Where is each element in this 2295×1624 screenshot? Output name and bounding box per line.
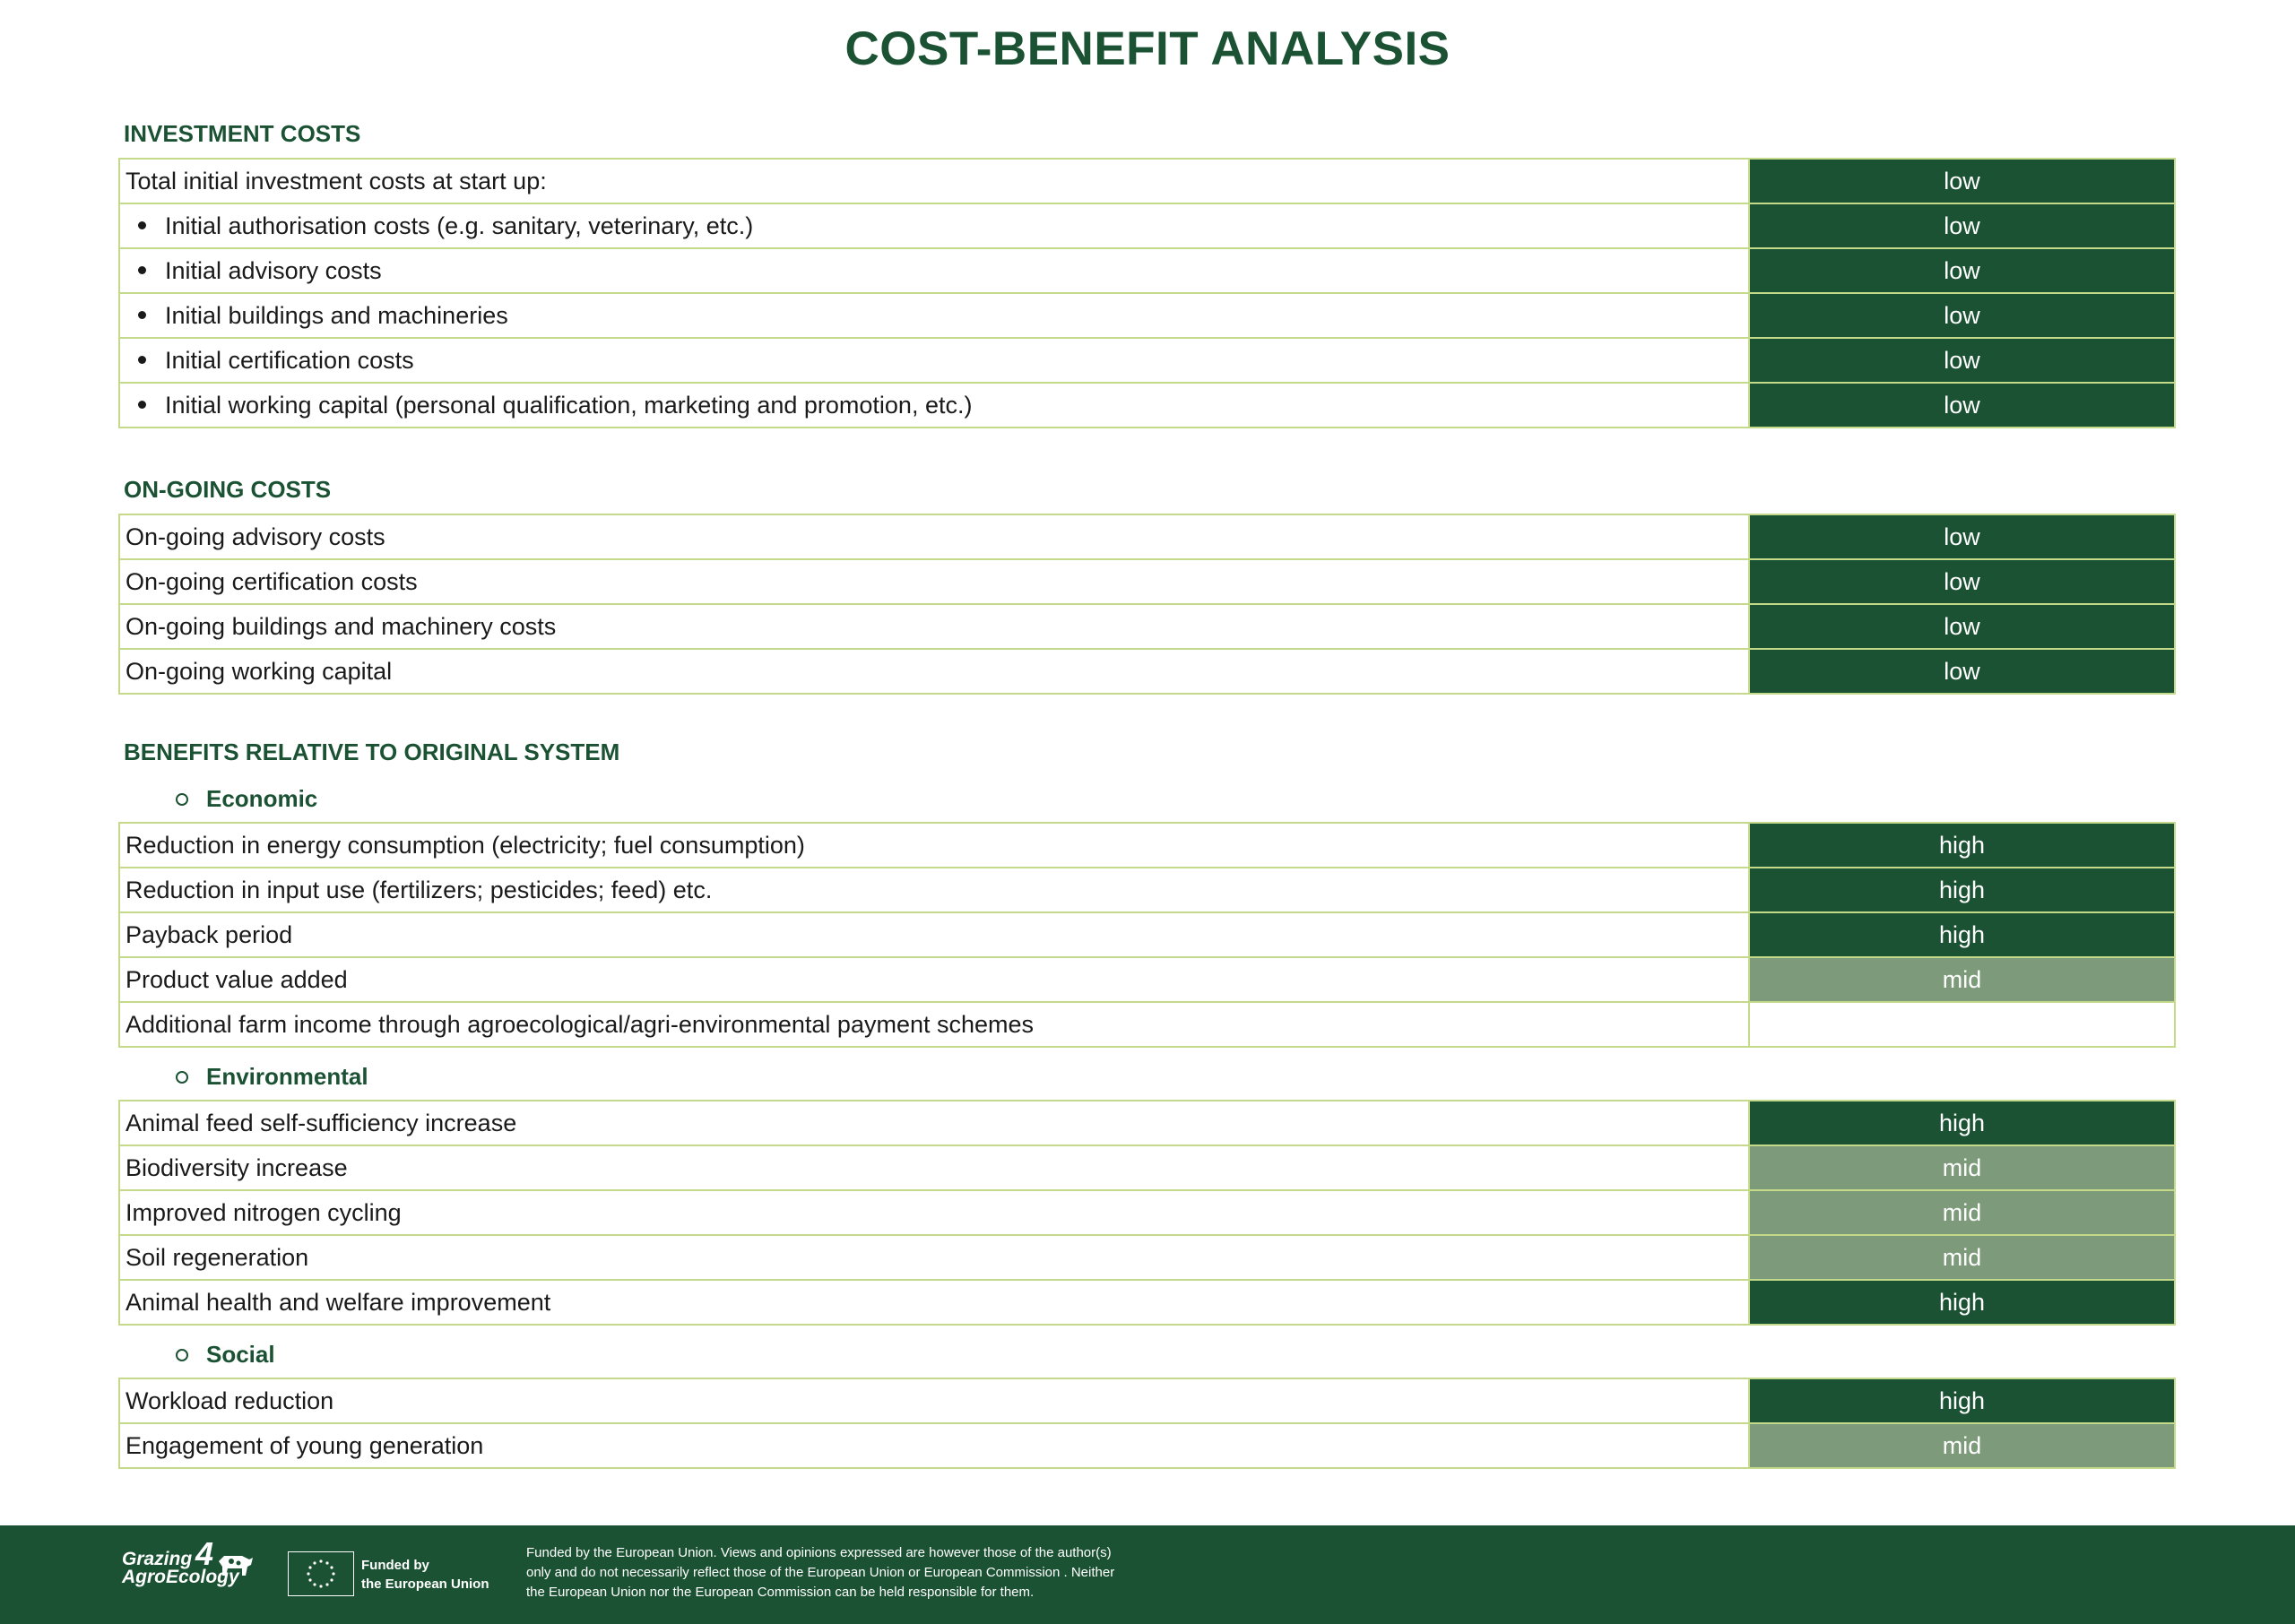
ongoing-costs-heading: ON-GOING COSTS: [124, 476, 332, 503]
rating-cell: not applicable/not known: [1749, 1002, 2175, 1047]
bullet-icon: [138, 311, 146, 319]
row-label: Initial certification costs: [165, 346, 414, 374]
rating-cell: low: [1749, 248, 2175, 293]
rating-cell: low: [1749, 649, 2175, 694]
table-row: [119, 604, 2175, 649]
cow-icon: [215, 1552, 255, 1579]
social-subheading-label: Social: [206, 1341, 275, 1368]
row-label: Total initial investment costs at start up:: [119, 159, 1749, 203]
circle-bullet-icon: [176, 1349, 188, 1361]
rating-cell: low: [1749, 293, 2175, 338]
disclaimer-line: only and do not necessarily reflect those of the European Union or European Commission . Neither: [526, 1565, 1115, 1580]
eu-line-2: the European Union: [361, 1576, 489, 1592]
rating-cell: low: [1749, 383, 2175, 428]
row-label: Soil regeneration: [119, 1235, 1749, 1280]
table-row: [119, 514, 2175, 559]
table-row: [119, 338, 2175, 383]
bullet-icon: [138, 401, 146, 409]
rating-cell: low: [1749, 203, 2175, 248]
table-row: [119, 1145, 2175, 1190]
eu-line-1: Funded by: [361, 1558, 429, 1573]
rating-cell: low: [1749, 604, 2175, 649]
footer: [0, 1525, 2295, 1624]
environmental-subheading-label: Environmental: [206, 1063, 368, 1090]
row-label-cell: [119, 338, 1749, 383]
rating-cell: mid: [1749, 1235, 2175, 1280]
rating-cell: high: [1749, 823, 2175, 868]
table-row: [119, 559, 2175, 604]
row-label-cell: [119, 203, 1749, 248]
row-label: Additional farm income through agroecological/agri-environmental payment schemes: [119, 1002, 1749, 1047]
rating-cell: high: [1749, 1280, 2175, 1325]
rating-cell: high: [1749, 868, 2175, 912]
row-label: Initial buildings and machineries: [165, 301, 508, 329]
row-label: Initial authorisation costs (e.g. sanitary, veterinary, etc.): [165, 212, 754, 239]
rating-cell: low: [1749, 338, 2175, 383]
environmental-benefits-table: [118, 1100, 2176, 1326]
disclaimer-line: Funded by the European Union. Views and opinions expressed are however those of the author(s): [526, 1545, 1112, 1560]
table-row: [119, 1378, 2175, 1423]
table-row: [119, 1423, 2175, 1468]
row-label: On-going working capital: [119, 649, 1749, 694]
table-row: [119, 203, 2175, 248]
row-label: Animal health and welfare improvement: [119, 1280, 1749, 1325]
row-label: Workload reduction: [119, 1378, 1749, 1423]
table-row: [119, 912, 2175, 957]
table-row: [119, 649, 2175, 694]
logo-number: 4: [195, 1535, 214, 1572]
economic-subheading-label: Economic: [206, 785, 318, 812]
social-subheading: [176, 1341, 275, 1369]
table-row: [119, 1190, 2175, 1235]
investment-costs-table: [118, 158, 2176, 428]
row-label: Animal feed self-sufficiency increase: [119, 1101, 1749, 1145]
rating-cell: high: [1749, 1101, 2175, 1145]
rating-cell: mid: [1749, 1423, 2175, 1468]
row-label: Initial working capital (personal qualification, marketing and promotion, etc.): [165, 391, 973, 419]
bullet-icon: [138, 356, 146, 364]
grazing-agroecology-logo: [122, 1535, 239, 1587]
table-row: [119, 1235, 2175, 1280]
bullet-icon: [138, 221, 146, 229]
logo-line-2: AgroEcology: [122, 1567, 239, 1587]
eu-flag-icon: [288, 1551, 354, 1596]
table-row: [119, 159, 2175, 203]
page-title: COST-BENEFIT ANALYSIS: [844, 22, 1451, 75]
disclaimer-line: the European Union nor the European Commission can be held responsible for them.: [526, 1585, 1035, 1600]
disclaimer-text: [526, 1543, 1261, 1602]
row-label: On-going buildings and machinery costs: [119, 604, 1749, 649]
rating-cell: high: [1749, 1378, 2175, 1423]
rating-cell: low: [1749, 514, 2175, 559]
row-label: Reduction in input use (fertilizers; pesticides; feed) etc.: [119, 868, 1749, 912]
rating-cell: high: [1749, 912, 2175, 957]
economic-subheading: [176, 785, 317, 813]
circle-bullet-icon: [176, 793, 188, 806]
rating-cell: mid: [1749, 1145, 2175, 1190]
table-row: [119, 248, 2175, 293]
social-benefits-table: [118, 1378, 2176, 1469]
bullet-icon: [138, 266, 146, 274]
environmental-subheading: [176, 1063, 368, 1091]
eu-funding-label: [361, 1556, 489, 1594]
row-label: Initial advisory costs: [165, 256, 382, 284]
ongoing-costs-table: [118, 514, 2176, 695]
row-label: Biodiversity increase: [119, 1145, 1749, 1190]
rating-cell: low: [1749, 159, 2175, 203]
row-label-cell: [119, 293, 1749, 338]
row-label: On-going advisory costs: [119, 514, 1749, 559]
table-row: [119, 868, 2175, 912]
row-label: Product value added: [119, 957, 1749, 1002]
row-label: Improved nitrogen cycling: [119, 1190, 1749, 1235]
row-label: On-going certification costs: [119, 559, 1749, 604]
investment-costs-heading: INVESTMENT COSTS: [124, 120, 361, 147]
economic-benefits-table: [118, 822, 2176, 1048]
row-label-cell: [119, 248, 1749, 293]
circle-bullet-icon: [176, 1071, 188, 1084]
logo-line-1: Grazing: [122, 1549, 193, 1569]
table-row: [119, 293, 2175, 338]
rating-cell: mid: [1749, 957, 2175, 1002]
table-row: [119, 1002, 2175, 1047]
table-row: [119, 1101, 2175, 1145]
benefits-heading: BENEFITS RELATIVE TO ORIGINAL SYSTEM: [124, 739, 620, 765]
table-row: [119, 1280, 2175, 1325]
row-label: Payback period: [119, 912, 1749, 957]
row-label-cell: [119, 383, 1749, 428]
table-row: [119, 823, 2175, 868]
table-row: [119, 957, 2175, 1002]
table-row: [119, 383, 2175, 428]
row-label: Reduction in energy consumption (electricity; fuel consumption): [119, 823, 1749, 868]
row-label: Engagement of young generation: [119, 1423, 1749, 1468]
rating-cell: low: [1749, 559, 2175, 604]
rating-cell: mid: [1749, 1190, 2175, 1235]
